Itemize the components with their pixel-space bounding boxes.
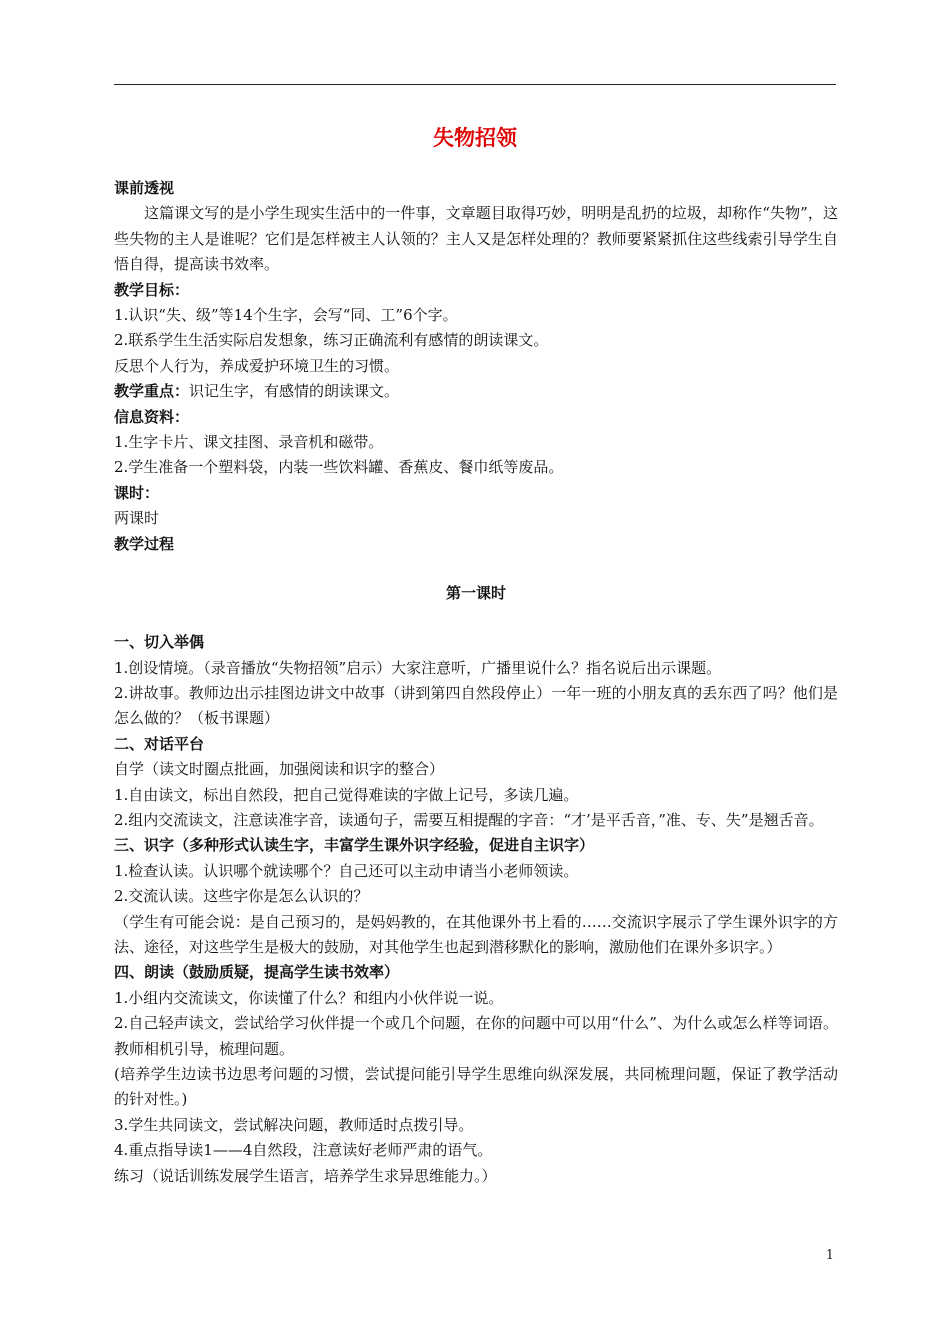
- part2-heading: 二、对话平台: [114, 734, 205, 753]
- part4-item: 4.重点指导读1——4自然段，注意读好老师严肃的语气。: [114, 1141, 493, 1160]
- document-body: [114, 176, 838, 1189]
- part3-item: （学生有可能会说：是自己预习的，是妈妈教的，在其他课外书上看的……交流识字展示了学生课外识字的方法、途径，对这些学生是极大的鼓励，对其他学生也起到潜移默化的影响，激励他们在课外多识字。）: [114, 912, 838, 957]
- hours-heading: 课时：: [114, 483, 160, 502]
- focus-text: 识记生字，有感情的朗读课文。: [189, 382, 400, 401]
- part2-item: 1.自由读文，标出自然段，把自己觉得难读的字做上记号，多读几遍。: [114, 785, 579, 804]
- part1-item: 2.讲故事。教师边出示挂图边讲文中故事（讲到第四自然段停止）一年一班的小朋友真的丢东西了吗？他们是怎么做的？（板书课题）: [114, 684, 838, 728]
- part4-heading: 四、朗读（鼓励质疑，提高学生读书效率）: [114, 963, 400, 982]
- part3-heading: 三、识字（多种形式认读生字，丰富学生课外识字经验，促进自主识字）: [114, 836, 595, 855]
- focus-line: [114, 379, 838, 404]
- goal-item: 1.认识“失、级”等14个生字，会写“同、工”6个字。: [114, 306, 458, 324]
- page-number: 1: [825, 1248, 834, 1263]
- goal-item: 2.联系学生生活实际启发想象，练习正确流利有感情的朗读课文。: [114, 331, 549, 350]
- goals-heading: 教学目标：: [114, 280, 190, 299]
- part3-item: 1.检查认读。认识哪个就读哪个？自己还可以主动申请当小老师领读。: [114, 861, 579, 880]
- lesson-one-heading: 第一课时: [445, 583, 506, 602]
- focus-label: 教学重点：: [114, 382, 190, 401]
- part4-item: 3.学生共同读文，尝试解决问题，教师适时点拨引导。: [114, 1115, 474, 1134]
- resource-item: 2.学生准备一个塑料袋，内装一些饮料罐、香蕉皮、餐巾纸等废品。: [114, 458, 564, 477]
- hours-text: 两课时: [114, 509, 160, 528]
- resource-item: 1.生字卡片、课文挂图、录音机和磁带。: [114, 432, 384, 451]
- part4-item: 1.小组内交流读文，你读懂了什么？和组内小伙伴说一说。: [114, 988, 504, 1007]
- part4-item: 练习（说话训练发展学生语言，培养学生求异思维能力。）: [114, 1166, 497, 1185]
- part4-item: (培养学生边读书边思考问题的习惯，尝试提问能引导学生思维向纵深发展，共同梳理问题，保证了教学活动的针对性。): [114, 1065, 838, 1109]
- resources-heading: 信息资料：: [114, 407, 190, 426]
- goal-item: 反思个人行为，养成爱护环境卫生的习惯。: [114, 356, 400, 375]
- part2-item: 自学（读文时圈点批画，加强阅读和识字的整合）: [114, 760, 445, 779]
- preview-heading: 课前透视: [114, 179, 175, 197]
- part1-item: 1.创设情境。（录音播放“失物招领”启示）大家注意听，广播里说什么？指名说后出示课题。: [114, 658, 722, 677]
- process-heading: 教学过程: [114, 534, 175, 553]
- header-rule: [114, 84, 836, 85]
- part4-item: 2.自己轻声读文，尝试给学习伙伴提一个或几个问题，在你的问题中可以用“什么”、为什么或怎么样等词语。教师相机引导，梳理问题。: [114, 1014, 838, 1058]
- part3-item: 2.交流认读。这些字你是怎么认识的？: [114, 887, 369, 906]
- part2-item: 2.组内交流读文，注意读准字音，读通句子，需要互相提醒的字音：“才’是平舌音，”准、专、失”是翘舌音。: [114, 811, 824, 830]
- document-title: 失物招领: [433, 126, 517, 150]
- preview-paragraph: 这篇课文写的是小学生现实生活中的一件事，文章题目取得巧妙，明明是乱扔的垃圾，却称作“失物”，这些失物的主人是谁呢？它们是怎样被主人认领的？主人又是怎样处理的？教师要紧紧抓住这些线索引导学生自悟自得，提高读书效率。: [114, 204, 838, 274]
- part1-heading: 一、切入举偶: [114, 633, 205, 652]
